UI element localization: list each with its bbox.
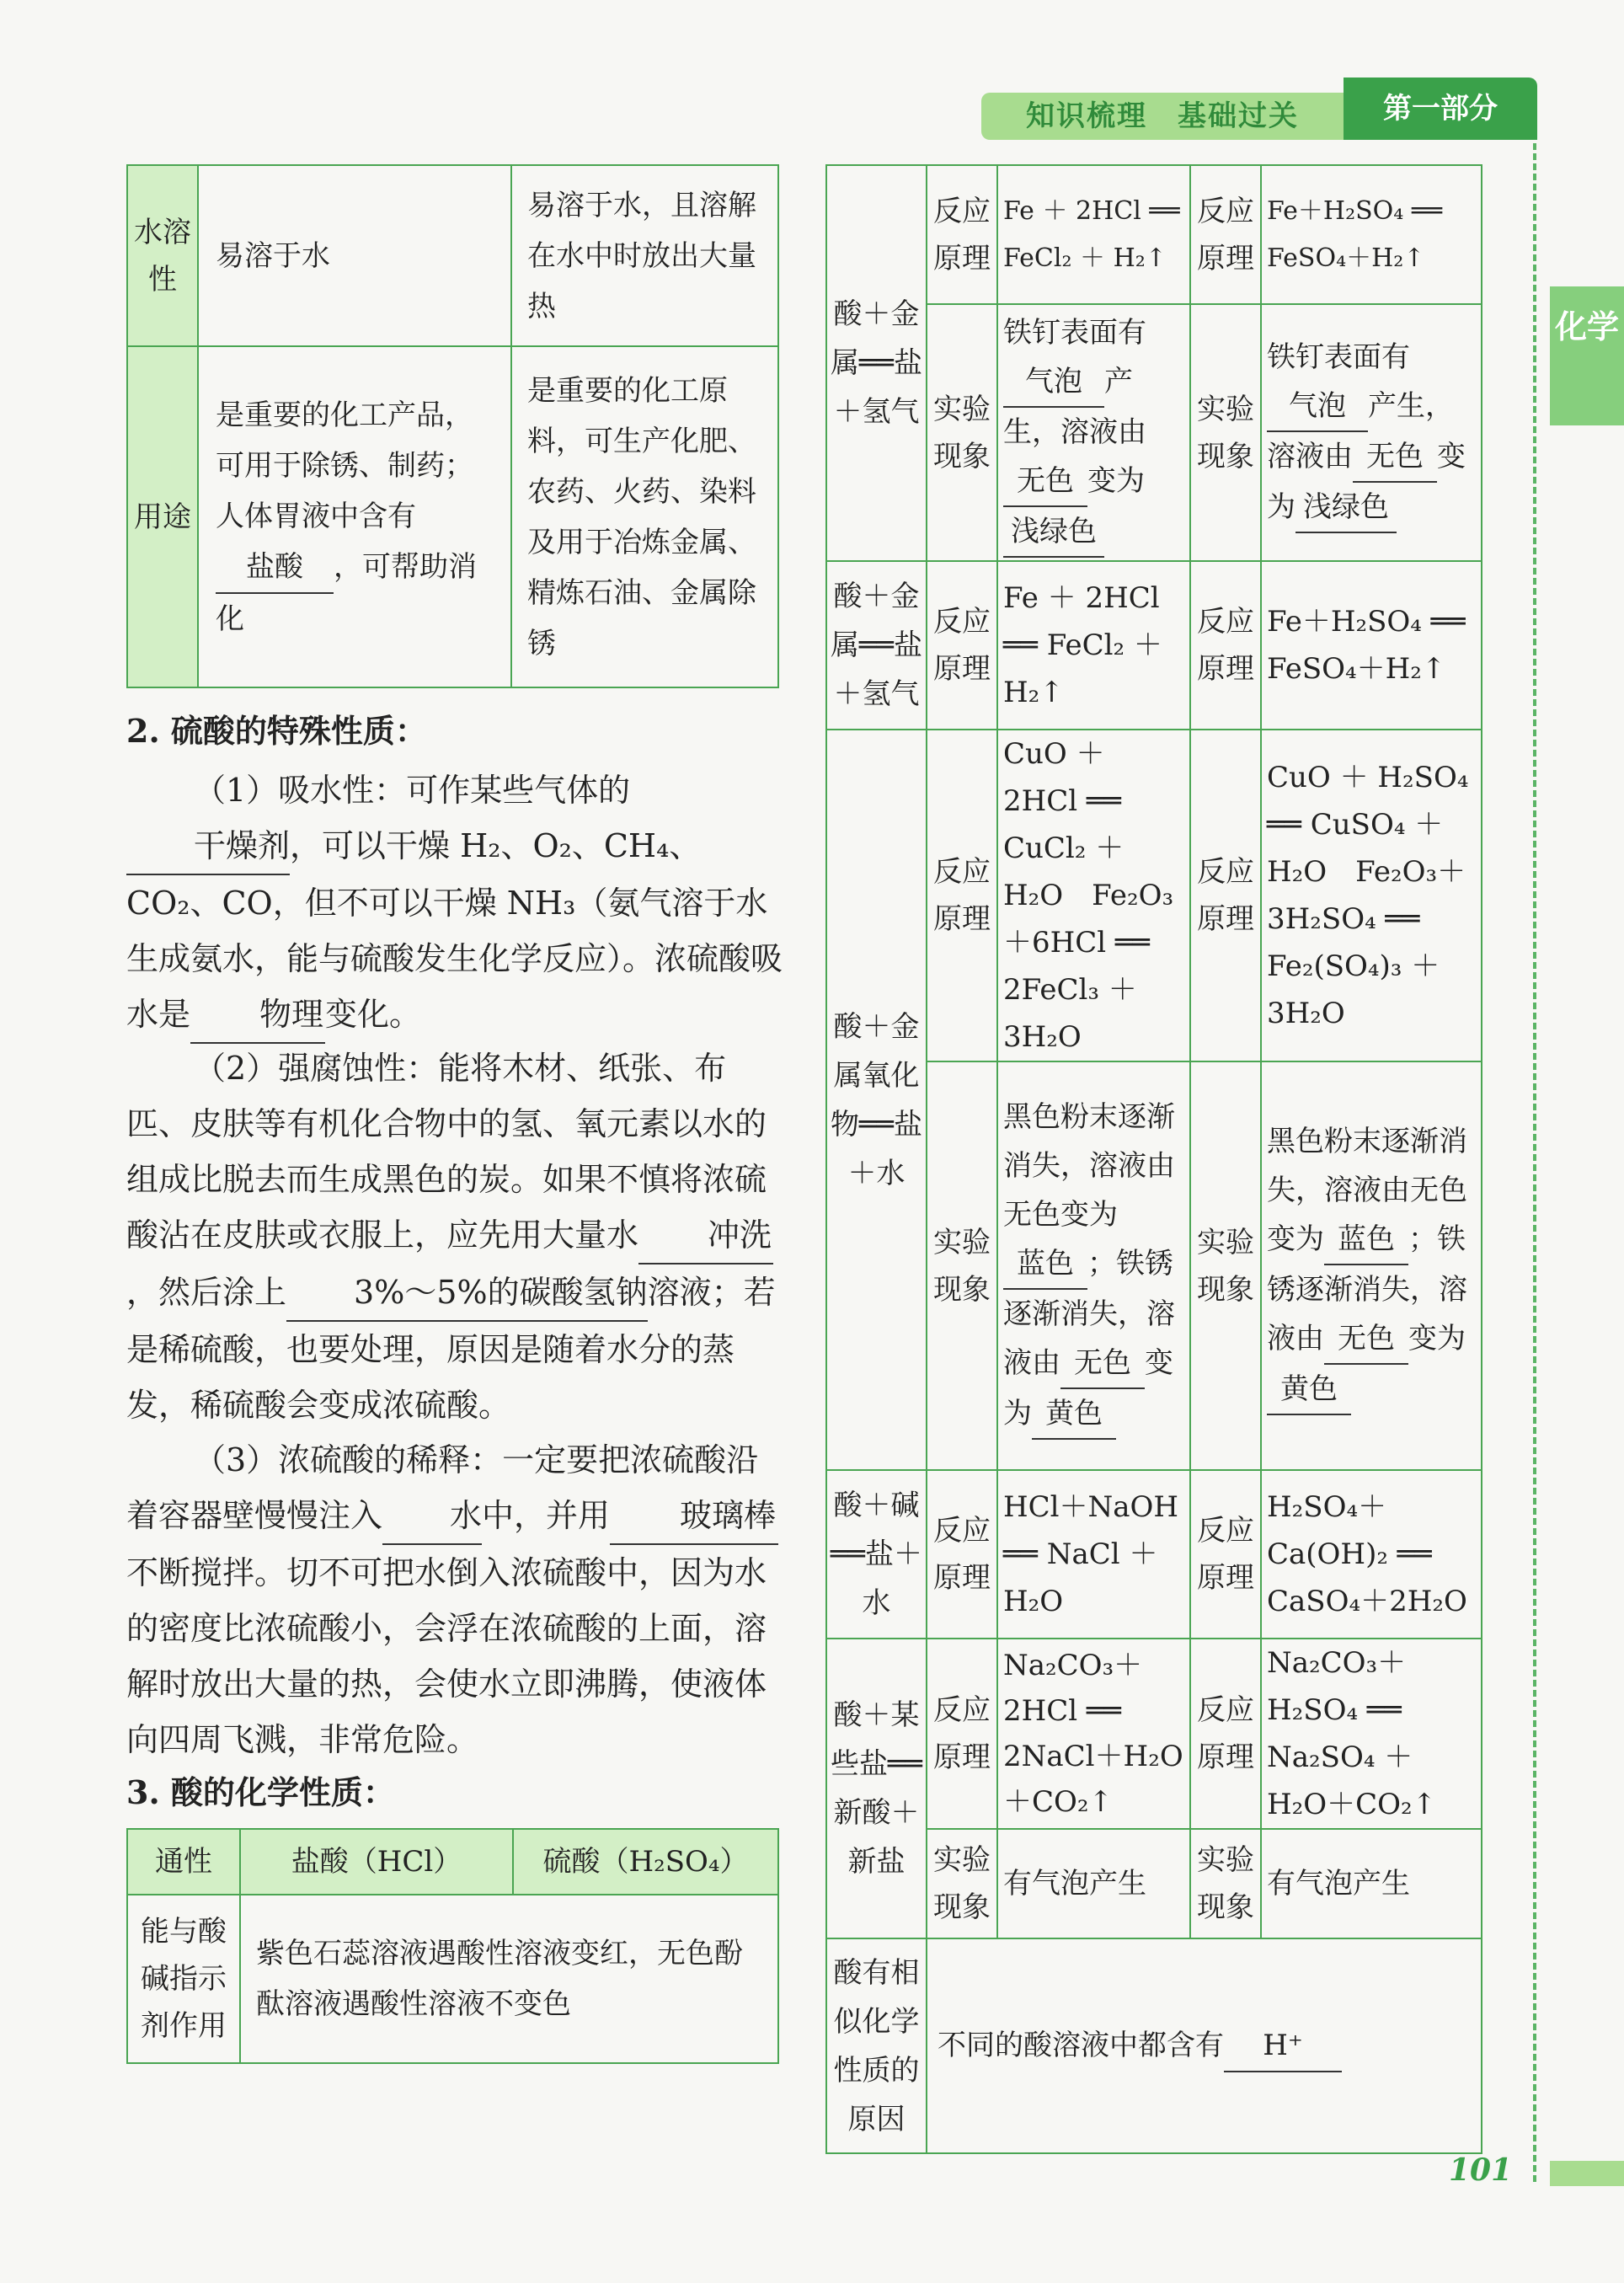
hcl-metal-equation-2: Fe ＋ 2HCl ══ FeCl₂ ＋ H₂↑ (997, 561, 1190, 730)
cell-hcl-solubility: 易溶于水 (198, 165, 511, 346)
page-header (981, 78, 1537, 145)
fill-blank: 无色 (1060, 1339, 1145, 1389)
label-principle: 反应原理 (1190, 1470, 1261, 1639)
fill-blank: 盐酸 (216, 542, 334, 594)
fill-blank: 物理 (190, 986, 325, 1044)
group-label-oxide: 酸＋金属氧化物══盐＋水 (826, 730, 927, 1470)
label-principle: 反应原理 (1190, 1639, 1261, 1829)
acid-property-table (126, 164, 779, 688)
fill-blank: 无色 (1003, 457, 1087, 507)
h2so4-salt-phenomenon: 有气泡产生 (1261, 1829, 1482, 1938)
p2-text: （2）强腐蚀性：能将木材、纸张、布匹、皮肤等有机化合物中的氢、氧元素以水的组成比脱去而生成黑色的炭。如果不慎将浓硫酸沾在皮肤或衣服上，应先用大量水 (126, 1050, 767, 1254)
p3-text: （3）浓硫酸的稀释：一定要把浓硫酸沿着容器壁慢慢注入 (126, 1441, 759, 1534)
label-principle: 反应原理 (927, 730, 997, 1061)
fill-blank: 浅绿色 (1003, 507, 1104, 558)
label-principle: 反应原理 (1190, 561, 1261, 730)
paragraph-absorbency (126, 762, 783, 1044)
hcl-base-equation: HCl＋NaOH ══ NaCl ＋ H₂O (997, 1470, 1190, 1639)
section-3-title: 3. 酸的化学性质： (126, 1773, 395, 1811)
label-principle: 反应原理 (1190, 730, 1261, 1061)
label-phenomenon: 实验现象 (927, 1061, 997, 1470)
header-general: 通性 (127, 1829, 240, 1895)
label-principle: 反应原理 (927, 1470, 997, 1639)
hcl-oxide-equation: CuO ＋ 2HCl ══ CuCl₂ ＋ H₂O Fe₂O₃＋6HCl ══ 2FeCl₃ ＋ 3H₂O (997, 730, 1190, 1061)
h2so4-metal-equation: Fe＋H₂SO₄ ══ FeSO₄＋H₂↑ (1261, 165, 1482, 304)
fill-blank: 冲洗 (638, 1207, 773, 1264)
label-phenomenon: 实验现象 (927, 304, 997, 561)
fill-blank: 气泡 (1003, 357, 1104, 408)
group-label-salt: 酸＋某些盐══新酸＋新盐 (826, 1639, 927, 1938)
group-label-metal: 酸＋金属══盐＋氢气 (826, 165, 927, 561)
fill-blank: 蓝色 (1003, 1239, 1087, 1290)
p1-tail: 变化。 (325, 996, 422, 1033)
label-phenomenon: 实验现象 (1190, 304, 1261, 561)
reason-cell (927, 1938, 1482, 2153)
cell-h2so4-use: 是重要的化工原料，可生产化肥、农药、火药、染料及用于冶炼金属、精炼石油、金属除锈 (511, 346, 778, 687)
fill-blank: 蓝色 (1324, 1215, 1408, 1265)
acid-chemical-property-table (126, 1828, 779, 2064)
hcl-salt-equation: Na₂CO₃＋2HCl ══ 2NaCl＋H₂O ＋CO₂↑ (997, 1639, 1190, 1829)
header-part-label: 第一部分 (1344, 78, 1537, 140)
hcl-use-tail: ，可帮助消化 (216, 549, 477, 636)
group-label-metal-2: 酸＋金属══盐＋氢气 (826, 561, 927, 730)
p2-tail: 溶液；若是稀硫酸，也要处理，原因是随着水分的蒸发，稀硫酸会变成浓硫酸。 (126, 1274, 776, 1424)
ph-text: ；铁锈逐渐消失，溶液由 (1267, 1222, 1467, 1355)
hcl-metal-phenomenon (997, 304, 1190, 561)
h2so4-base-equation: H₂SO₄＋Ca(OH)₂ ══ CaSO₄＋2H₂O (1261, 1470, 1482, 1639)
reason-text: 不同的酸溶液中都含有 (938, 2028, 1224, 2062)
p1-mid: ，可以干燥 H₂、O₂、CH₄、CO₂、CO，但不可以干燥 NH₃（氨气溶于水生成氨水，能与硫酸发生化学反应）。浓硫酸吸水是 (126, 827, 783, 1033)
label-phenomenon: 实验现象 (1190, 1829, 1261, 1938)
group-label-reason: 酸有相似化学性质的原因 (826, 1938, 927, 2153)
fill-blank: 黄色 (1267, 1365, 1351, 1415)
ph-text: ；铁锈逐渐消失，溶液由 (1003, 1246, 1175, 1380)
ph-text: 铁钉表面有 (1003, 315, 1146, 350)
header-section-label: 知识梳理 基础过关 (981, 93, 1344, 140)
paragraph-corrosivity (126, 1040, 783, 1433)
row-label-indicator: 能与酸碱指示剂作用 (127, 1895, 240, 2063)
label-principle: 反应原理 (927, 165, 997, 304)
fill-blank: 干燥剂 (126, 818, 290, 875)
cell-indicator: 紫色石蕊溶液遇酸性溶液变红，无色酚酞溶液遇酸性溶液不变色 (240, 1895, 778, 2063)
header-h2so4: 硫酸（H₂SO₄） (513, 1829, 778, 1895)
ph-text: 黑色粉末逐渐消失，溶液由无色变为 (1267, 1124, 1467, 1256)
hcl-salt-phenomenon: 有气泡产生 (997, 1829, 1190, 1938)
fill-blank: 浅绿色 (1295, 483, 1397, 533)
h2so4-salt-equation: Na₂CO₃＋H₂SO₄ ══ Na₂SO₄ ＋ H₂O＋CO₂↑ (1261, 1639, 1482, 1829)
h2so4-oxide-equation: CuO ＋ H₂SO₄ ══ CuSO₄ ＋ H₂O Fe₂O₃＋3H₂SO₄ ══ Fe₂(SO₄)₃ ＋3H₂O (1261, 730, 1482, 1061)
h2so4-oxide-phenomenon (1261, 1061, 1482, 1470)
fill-blank: 玻璃棒 (610, 1488, 778, 1545)
page-number: 101 (1449, 2152, 1513, 2188)
hcl-use-text: 是重要的化工产品，可用于除锈、制药；人体胃液中含有 (216, 398, 473, 533)
fill-blank: H⁺ (1224, 2020, 1342, 2072)
row-label-use: 用途 (127, 346, 198, 687)
fill-blank: 无色 (1353, 432, 1437, 483)
ph-text: 产生，溶液由 (1267, 388, 1454, 473)
fill-blank: 水 (382, 1488, 482, 1545)
p3-mid: 中，并用 (482, 1497, 611, 1534)
fill-blank: 无色 (1324, 1314, 1408, 1365)
row-label-solubility: 水溶性 (127, 165, 198, 346)
subject-tab: 化学 (1550, 286, 1624, 425)
label-phenomenon: 实验现象 (1190, 1061, 1261, 1470)
group-label-base: 酸＋碱══盐＋水 (826, 1470, 927, 1639)
ph-text: 变为 (1003, 1345, 1173, 1430)
ph-text: 产生，溶液由 (1003, 364, 1146, 449)
h2so4-metal-phenomenon (1261, 304, 1482, 561)
label-principle: 反应原理 (1190, 165, 1261, 304)
margin-dashed-line (1533, 143, 1536, 2182)
label-principle: 反应原理 (927, 561, 997, 730)
ph-text: 变为 (1408, 1321, 1466, 1355)
fill-blank: 3%～5%的碳酸氢钠 (286, 1264, 648, 1322)
ph-text: 变为 (1267, 439, 1466, 524)
p1-text: （1）吸水性：可作某些气体的 (194, 772, 631, 809)
ph-text: 黑色粉末逐渐消失，溶液由无色变为 (1003, 1099, 1175, 1232)
header-hcl: 盐酸（HCl） (240, 1829, 513, 1895)
p2-mid: ，然后涂上 (126, 1274, 287, 1311)
acid-reaction-table (825, 164, 1482, 2154)
ph-text: 变为 (1087, 463, 1145, 498)
fill-blank: 气泡 (1267, 382, 1368, 432)
paragraph-dilution (126, 1432, 783, 1767)
cell-h2so4-solubility: 易溶于水，且溶解在水中时放出大量热 (511, 165, 778, 346)
p3-tail: 不断搅拌。切不可把水倒入浓硫酸中，因为水的密度比浓硫酸小，会浮在浓硫酸的上面，溶解时放出大量的热，会使水立即沸腾，使液体向四周飞溅，非常危险。 (126, 1554, 767, 1758)
hcl-oxide-phenomenon (997, 1061, 1190, 1470)
label-phenomenon: 实验现象 (927, 1829, 997, 1938)
hcl-metal-equation: Fe ＋ 2HCl ══ FeCl₂ ＋ H₂↑ (997, 165, 1190, 304)
ph-text: 铁钉表面有 (1267, 340, 1410, 374)
section-2-title: 2. 硫酸的特殊性质： (126, 712, 427, 750)
fill-blank: 黄色 (1032, 1389, 1116, 1440)
cell-hcl-use (198, 346, 511, 687)
h2so4-metal-equation-2: Fe＋H₂SO₄ ══ FeSO₄＋H₂↑ (1261, 561, 1482, 730)
page-stripe (1550, 2161, 1624, 2186)
label-principle: 反应原理 (927, 1639, 997, 1829)
